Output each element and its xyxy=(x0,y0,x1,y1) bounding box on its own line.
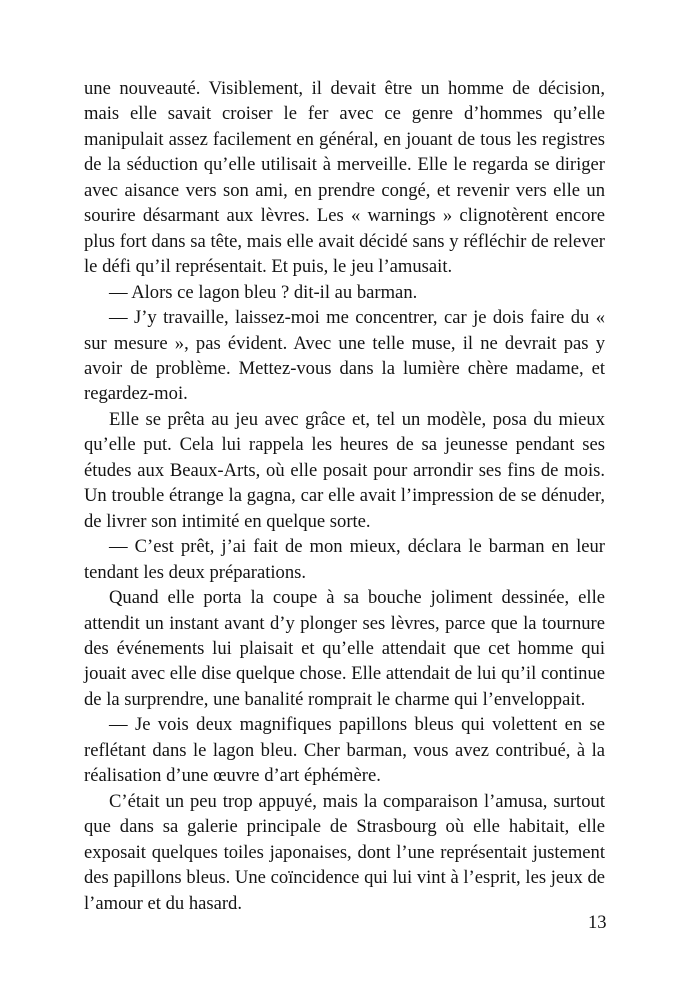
dialogue-line: — Alors ce lagon bleu ? dit-il au barman. xyxy=(109,281,418,303)
paragraph: Elle se prêta au jeu avec grâce et, tel un modèle, posa du mieux qu’elle put. Cela lui rappela les heures de sa jeunesse pendant ses études aux Beaux-Arts, où elle posait pour arrondir ses fins de mois. Un trouble étrange la gagna, car elle avait l’impression de se dénuder, de livrer son intimité en quelque sorte. xyxy=(84,408,605,532)
page-number: 13 xyxy=(588,912,607,933)
dialogue-line: — J’y travaille, laissez-moi me concentrer, car je dois faire du « sur mesure », pas évident. Avec une telle muse, il ne devrait pas y avoir de problème. Mettez-vous dans la lumière chère madame, et regardez-moi. xyxy=(84,307,605,405)
paragraph: C’était un peu trop appuyé, mais la comparaison l’amusa, surtout que dans sa galerie principale de Strasbourg où elle habitait, elle exposait quelques toiles japonaises, dont l’une représentait justement des papillons bleus. Une coïncidence qui lui vint à l’esprit, les jeux de l’amour et du hasard. xyxy=(84,790,605,914)
paragraph: Quand elle porta la coupe à sa bouche joliment dessinée, elle attendit un instant avant d’y plonger ses lèvres, parce que la tournure des événements lui plaisait et qu’elle attendait que cet homme qui jouait avec elle dise quelque chose. Elle attendait de lui qu’il continue de la surprendre, une banalité romprait le charme qui l’enveloppait. xyxy=(84,587,605,710)
dialogue-line: — C’est prêt, j’ai fait de mon mieux, déclara le barman en leur tendant les deux préparations. xyxy=(84,536,605,583)
dialogue-line: — Je vois deux magnifiques papillons bleus qui volettent en se reflétant dans le lagon bleu. Cher barman, vous avez contribué, à la réalisation d’une œuvre d’art éphémère. xyxy=(84,714,605,787)
body-text xyxy=(84,76,605,916)
paragraph-continuation: une nouveauté. Visiblement, il devait être un homme de décision, mais elle savait croiser le fer avec ce genre d’hommes qu’elle manipulait assez facilement en général, en jouant de tous les registres de la séduction qu’elle utilisait à merveille. Elle le regarda se diriger avec aisance vers son ami, en prendre congé, et revenir vers elle un sourire désarmant aux lèvres. Les « warnings » clignotèrent encore plus fort dans sa tête, mais elle avait décidé sans y réfléchir de relever le défi qu’il représentait. Et puis, le jeu l’amusait. xyxy=(84,78,605,278)
